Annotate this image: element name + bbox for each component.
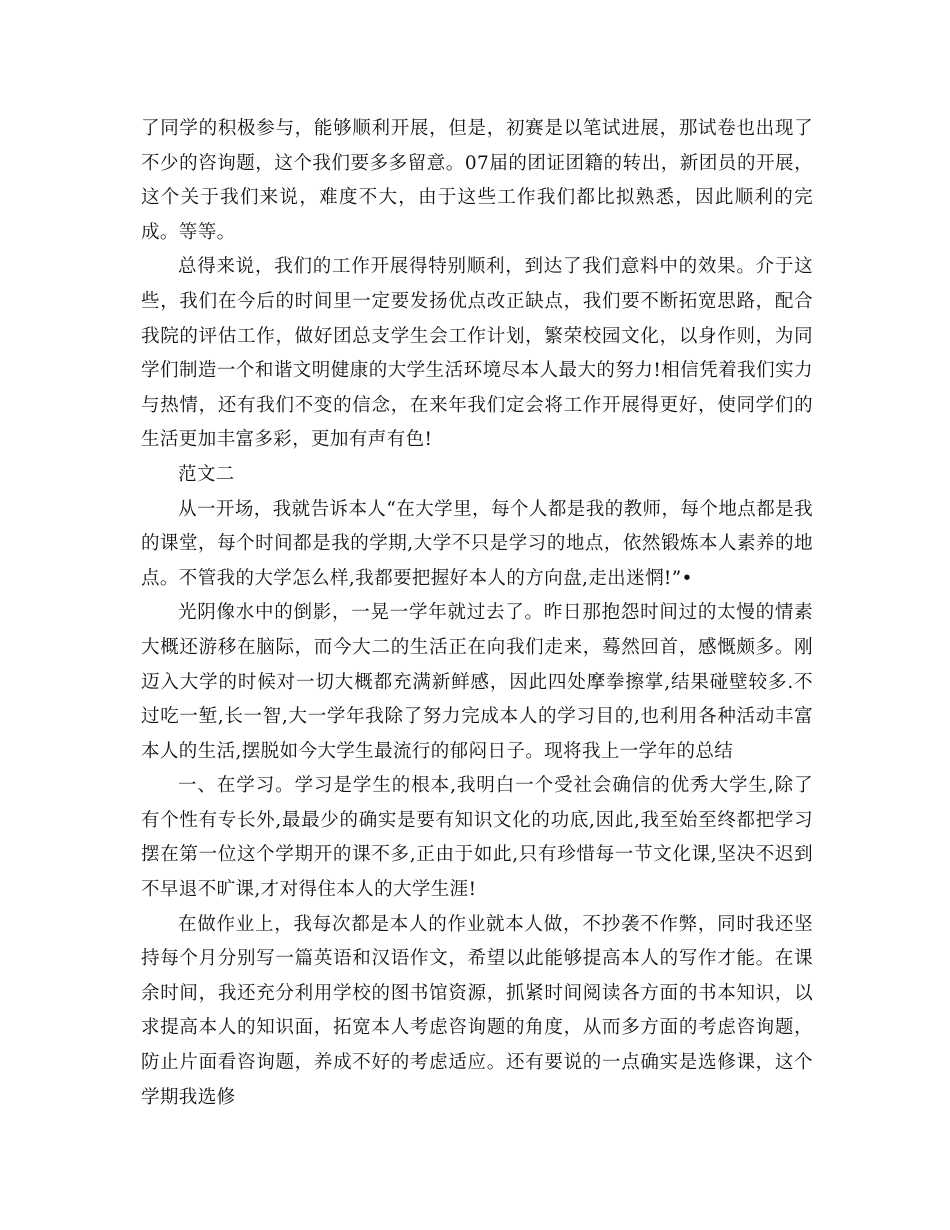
section-heading: 范文二: [178, 463, 235, 485]
paragraph-summary: 总得来说，我们的工作开展得特别顺利，到达了我们意料中的效果。介于这些，我们在今后的时间里一定要发扬优点改正缺点，我们要不断拓宽思路，配合我院的评估工作，做好团总支学生会工作计划，繁荣校园文化，以身作则，为同学们制造一个和谐文明健康的大学生活环境尽本人最大的努力!相信凭着我们实力与热情，还有我们不变的信念，在来年我们定会将工作开展得更好，使同学们的生活更加丰富多彩，更加有声有色!: [141, 256, 813, 451]
paragraph-continuation: 了同学的积极参与，能够顺利开展，但是，初赛是以笔试进展，那试卷也出现了不少的咨询题，这个我们要多多留意。07届的团证团籍的转出，新团员的开展，这个关于我们来说，难度不大，由于这些工作我们都比拟熟悉，因此顺利的完成。等等。: [141, 118, 813, 243]
paragraph-homework: 在做作业上，我每次都是本人的作业就本人做，不抄袭不作弊，同时我还坚持每个月分别写一篇英语和汉语作文，希望以此能够提高本人的写作才能。在课余时间，我还充分利用学校的图书馆资源，抓紧时间阅读各方面的书本知识，以求提高本人的知识面，拓宽本人考虑咨询题的角度，从而多方面的考虑咨询题，防止片面看咨询题，养成不好的考虑适应。还有要说的一点确实是选修课，这个学期我选修: [141, 913, 813, 1108]
paragraph-reflection: 光阴像水中的倒影，一晃一学年就过去了。昨日那抱怨时间过的太慢的情素大概还游移在脑际，而今大二的生活正在向我们走来，蓦然回首，感慨颇多。刚迈入大学的时候对一切大概都充满新鲜感，因此四处摩拳擦掌,结果碰壁较多.不过吃一堑,长一智,大一学年我除了努力完成本人的学习目的,也利用各种活动丰富本人的生活,摆脱如今大学生最流行的郁闷日子。现将我上一学年的总结: [141, 602, 813, 762]
paragraph-quote: 从一开场，我就告诉本人“在大学里，每个人都是我的教师，每个地点都是我的课堂，每个时间都是我的学期,大学不只是学习的地点，依然锻炼本人素养的地点。不管我的大学怎么样,我都要把握好本人的方向盘,走出迷惘!”•: [141, 498, 813, 589]
document-body: [141, 112, 813, 1115]
paragraph-study: 一、在学习。学习是学生的根本,我明白一个受社会确信的优秀大学生,除了有个性有专长外,最最少的确实是要有知识文化的功底,因此,我至始至终都把学习摆在第一位这个学期开的课不多,正由于如此,只有珍惜每一节文化课,坚决不迟到不早退不旷课,才对得住本人的大学生涯!: [141, 775, 813, 901]
